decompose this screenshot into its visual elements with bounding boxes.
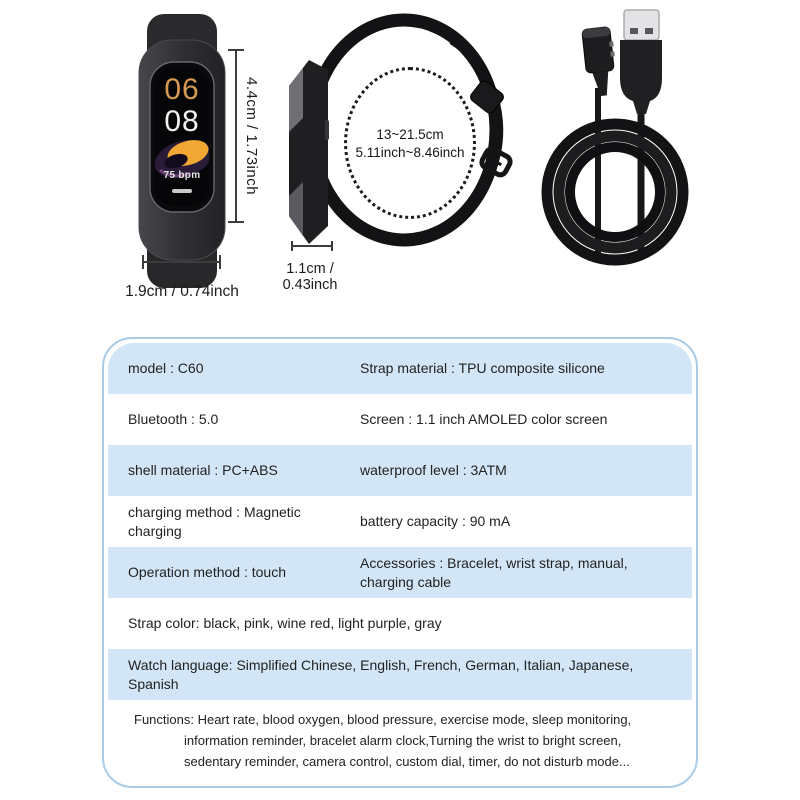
spec-operation-method: Operation method : touch [128, 564, 286, 581]
spec-rows [108, 343, 692, 782]
strap-circumference-badge [344, 67, 476, 219]
watch-screen-home-bar [172, 189, 192, 193]
spec-waterproof: waterproof level : 3ATM [360, 462, 507, 479]
watch-front-illustration [139, 14, 225, 288]
spec-charging-method: charging method : Magnetic charging [128, 503, 301, 539]
spec-strap-color: Strap color: black, pink, wine red, light purple, gray [128, 615, 442, 632]
spec-bluetooth: Bluetooth : 5.0 [128, 411, 219, 428]
spec-screen: Screen : 1.1 inch AMOLED color screen [360, 411, 608, 428]
spec-table [102, 337, 698, 788]
spec-row-shell [108, 445, 692, 496]
usb-plug [620, 10, 662, 114]
spec-model: model : C60 [128, 360, 204, 377]
spec-row-charging [108, 496, 692, 547]
spec-functions: Functions: Heart rate, blood oxygen, blood pressure, exercise mode, sleep monitoring, information reminder, bracelet alarm clock,Turning the wrist to bright screen, sedentary reminder, camera control, custom dial, timer, do not disturb mode... [134, 712, 632, 769]
spec-row-language [108, 649, 692, 700]
spec-battery: battery capacity : 90 mA [360, 513, 511, 530]
spec-accessories: Accessories : Bracelet, wrist strap, manual, charging cable [360, 554, 628, 590]
watch-screen-hour: 06 [164, 73, 200, 106]
spec-watch-language: Watch language: Simplified Chinese, English, French, German, Italian, Japanese, Spanish [128, 656, 634, 692]
strap-circumference-inch: 5.11inch~8.46inch [355, 144, 465, 160]
charging-cable-illustration [547, 10, 683, 260]
magnetic-charger-head [582, 26, 619, 97]
dimension-width-label: 1.9cm / 0.74inch [125, 283, 239, 300]
strap-circumference-cm: 13~21.5cm [376, 126, 444, 142]
spec-row-operation [108, 547, 692, 598]
watch-screen-heart-rate: 75 bpm [163, 170, 201, 181]
watch-screen-minute: 08 [164, 105, 200, 138]
spec-row-model [108, 343, 692, 394]
spec-row-strap-color [108, 598, 692, 649]
dimension-height-label: 4.4cm / 1.73inch [243, 76, 260, 196]
product-showcase [0, 0, 800, 332]
spec-row-functions [108, 700, 692, 782]
spec-row-bluetooth [108, 394, 692, 445]
spec-strap-material: Strap material : TPU composite silicone [360, 360, 605, 377]
spec-shell-material: shell material : PC+ABS [128, 462, 278, 479]
dimension-thickness-label: 1.1cm / 0.43inch [282, 261, 338, 293]
